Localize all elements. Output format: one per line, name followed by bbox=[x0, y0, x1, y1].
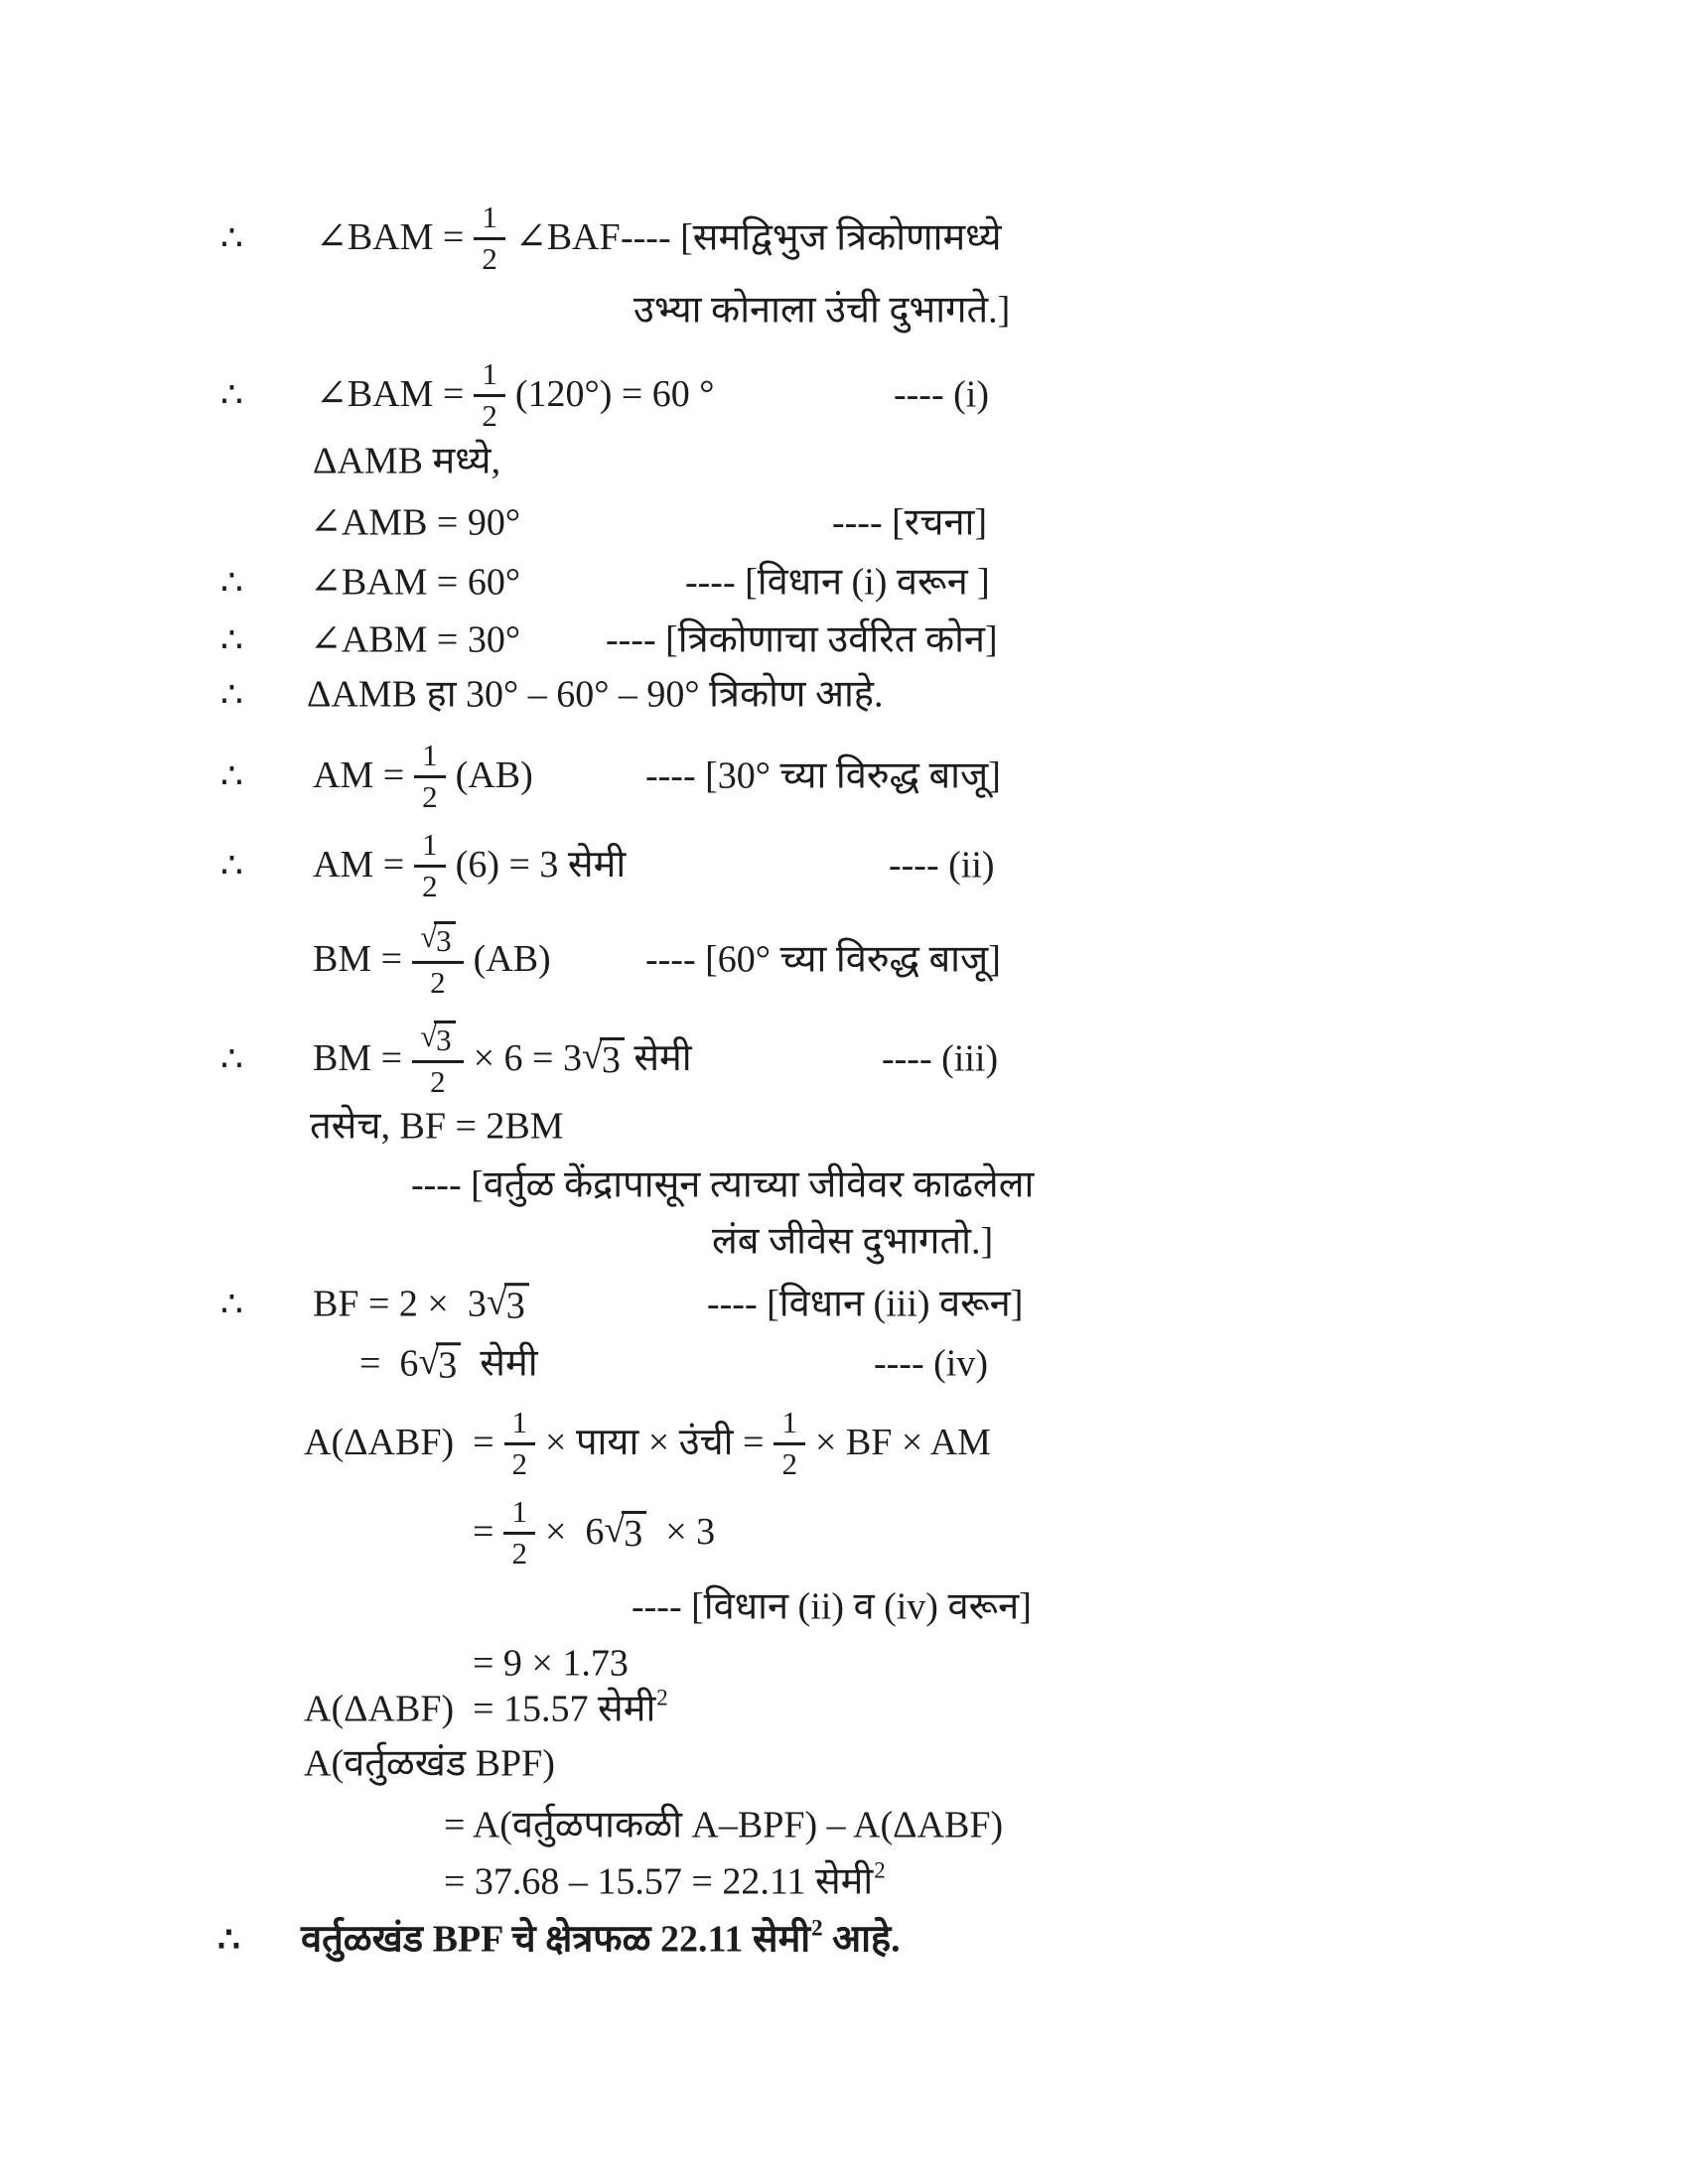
radicand: 3 bbox=[622, 1511, 646, 1555]
radical-sign: √ bbox=[581, 1035, 603, 1078]
fraction-numerator bbox=[412, 918, 464, 964]
annotation bbox=[832, 499, 987, 547]
superscript: 2 bbox=[874, 1857, 886, 1883]
text-run: ---- [रचना] bbox=[832, 501, 988, 544]
expression bbox=[313, 1018, 692, 1099]
expression bbox=[473, 1640, 629, 1688]
annotation bbox=[645, 752, 1001, 800]
text-run: ΔAMB हा 30° – 60° – 90° त्रिकोण आहे. bbox=[307, 673, 884, 716]
therefore-symbol bbox=[220, 618, 243, 663]
text-run: उभ्या कोनाला उंची दुभागते.] bbox=[633, 289, 1011, 332]
fraction bbox=[474, 355, 505, 433]
text-run: ∠BAM = bbox=[316, 216, 465, 259]
conclusion bbox=[301, 1916, 901, 1964]
superscript: 2 bbox=[811, 1915, 823, 1941]
expression bbox=[310, 616, 520, 664]
text-run: ∴ bbox=[220, 1284, 243, 1324]
fraction bbox=[414, 737, 446, 814]
fraction-denominator: 2 bbox=[781, 1445, 797, 1481]
sqrt-expression bbox=[604, 1511, 646, 1555]
therefore-symbol bbox=[220, 754, 243, 799]
text-run: सेमी bbox=[624, 1037, 692, 1080]
fraction-numerator: 1 bbox=[414, 740, 446, 778]
fraction-denominator: 2 bbox=[482, 240, 497, 276]
text-run: (120°) = 60 ° bbox=[514, 373, 715, 416]
therefore-symbol bbox=[220, 1037, 243, 1082]
text-run: ∴ bbox=[220, 374, 243, 415]
text-run: × 6 = 3 bbox=[473, 1037, 582, 1080]
expression bbox=[444, 1858, 886, 1906]
text-run: BF = 2 × 3 bbox=[313, 1283, 487, 1325]
text-run: = bbox=[473, 1511, 494, 1554]
annotation bbox=[894, 371, 989, 419]
radical-sign: √ bbox=[420, 918, 438, 954]
text-run: ∠ABM = 30° bbox=[310, 618, 521, 661]
expression bbox=[304, 1740, 555, 1788]
text-run: ---- [30° च्या विरुद्ध बाजू] bbox=[645, 754, 1001, 797]
sqrt-expression bbox=[420, 1018, 456, 1057]
annotation bbox=[411, 1161, 1034, 1209]
text-run: BM = bbox=[313, 938, 403, 981]
therefore-symbol bbox=[220, 561, 243, 606]
fraction bbox=[504, 1404, 536, 1481]
expression bbox=[310, 559, 520, 607]
text-run: ---- [विधान (iii) वरून] bbox=[707, 1283, 1024, 1325]
annotation bbox=[889, 842, 995, 889]
text-run: ∴ bbox=[220, 755, 243, 796]
text-run: ∴ bbox=[220, 674, 243, 715]
expression bbox=[310, 499, 520, 547]
expression bbox=[304, 1686, 668, 1733]
text-run: ∠BAM = 60° bbox=[310, 561, 521, 604]
text-run: तसेच, BF = 2BM bbox=[310, 1105, 564, 1148]
text-run: × 3 bbox=[646, 1511, 716, 1554]
text-run: ∴ bbox=[217, 1919, 240, 1960]
fraction-numerator bbox=[412, 1018, 464, 1063]
text-run: ---- (i) bbox=[894, 373, 989, 416]
text-run: A(वर्तुळखंड BPF) bbox=[304, 1742, 555, 1785]
text-run: = 6 bbox=[359, 1342, 419, 1385]
text-run: = A(वर्तुळपाकळी A–BPF) – A(ΔABF) bbox=[444, 1804, 1004, 1846]
text-run: लंब जीवेस दुभागतो.] bbox=[712, 1220, 994, 1263]
annotation bbox=[882, 1035, 998, 1083]
text-run: BM = bbox=[313, 1037, 403, 1080]
text-run: वर्तुळखंड BPF चे क्षेत्रफळ 22.11 सेमी bbox=[301, 1918, 811, 1961]
expression bbox=[313, 918, 551, 1000]
text-run: ∴ bbox=[220, 1038, 243, 1079]
text-run: ∴ bbox=[220, 619, 243, 660]
text-run: AM = bbox=[313, 844, 405, 887]
fraction-numerator: 1 bbox=[774, 1407, 805, 1445]
text-run: ∴ bbox=[220, 217, 243, 258]
fraction-denominator: 2 bbox=[422, 778, 438, 814]
radicand: 3 bbox=[434, 1021, 456, 1057]
text-run: ∴ bbox=[220, 562, 243, 603]
text-run: A(ΔABF) = 15.57 सेमी bbox=[304, 1688, 656, 1730]
fraction-numerator: 1 bbox=[474, 202, 505, 240]
annotation bbox=[712, 1218, 993, 1266]
fraction-numerator: 1 bbox=[503, 1496, 535, 1535]
radical-sign: √ bbox=[418, 1340, 440, 1383]
text-run: = 9 × 1.73 bbox=[473, 1642, 629, 1685]
fraction-denominator: 2 bbox=[430, 1063, 446, 1099]
text-run: A(ΔABF) = bbox=[304, 1422, 494, 1464]
annotation bbox=[645, 936, 1001, 984]
sqrt-expression bbox=[420, 918, 456, 958]
text-run: (AB) bbox=[455, 754, 533, 797]
annotation bbox=[874, 1340, 988, 1388]
annotation bbox=[632, 1583, 1032, 1631]
annotation bbox=[633, 287, 1010, 335]
superscript: 2 bbox=[656, 1685, 668, 1710]
expression bbox=[444, 1802, 1003, 1849]
text-run: आहे. bbox=[822, 1918, 901, 1961]
expression bbox=[310, 1103, 564, 1151]
therefore-symbol bbox=[220, 844, 243, 888]
text-run: सेमी bbox=[461, 1342, 538, 1385]
expression bbox=[304, 1404, 991, 1481]
radicand: 3 bbox=[600, 1037, 625, 1081]
text-run: ---- [त्रिकोणाचा उर्वरित कोन] bbox=[606, 618, 998, 661]
fraction-denominator: 2 bbox=[482, 397, 497, 433]
fraction bbox=[414, 826, 446, 903]
fraction bbox=[412, 918, 464, 1000]
therefore-symbol bbox=[220, 1283, 243, 1327]
therefore-symbol bbox=[217, 1918, 240, 1963]
fraction-denominator: 2 bbox=[422, 868, 438, 903]
expression bbox=[313, 438, 500, 485]
text-run: ---- [समद्विभुज त्रिकोणामध्ये bbox=[621, 216, 1002, 259]
fraction bbox=[503, 1493, 535, 1570]
fraction-numerator: 1 bbox=[504, 1407, 536, 1445]
text-run: = 37.68 – 15.57 = 22.11 सेमी bbox=[444, 1860, 874, 1903]
sqrt-expression bbox=[487, 1283, 529, 1326]
annotation bbox=[606, 616, 998, 664]
fraction-numerator: 1 bbox=[474, 358, 505, 397]
expression bbox=[473, 1493, 716, 1570]
text-run: ---- (iv) bbox=[874, 1342, 988, 1385]
text-run: ---- [वर्तुळ केंद्रापासून त्याच्या जीवेवर काढलेला bbox=[411, 1163, 1035, 1206]
text-run: ∠BAM = bbox=[316, 373, 465, 416]
text-run: (6) = 3 सेमी bbox=[455, 844, 627, 887]
sqrt-expression bbox=[582, 1037, 625, 1081]
text-run: AM = bbox=[313, 754, 405, 797]
radical-sign: √ bbox=[486, 1281, 507, 1323]
text-run: × BF × AM bbox=[814, 1422, 991, 1464]
annotation bbox=[707, 1281, 1023, 1328]
text-run: ∠BAF bbox=[514, 216, 621, 259]
therefore-symbol bbox=[220, 373, 243, 418]
text-run: ---- [विधान (i) वरून ] bbox=[685, 561, 990, 604]
expression bbox=[307, 671, 883, 719]
annotation bbox=[621, 214, 1002, 262]
expression bbox=[313, 826, 627, 903]
radical-sign: √ bbox=[604, 1509, 626, 1552]
radicand: 3 bbox=[504, 1283, 529, 1326]
fraction-denominator: 2 bbox=[511, 1445, 528, 1481]
text-run: × पाया × उंची = bbox=[545, 1422, 765, 1464]
text-run: ΔAMB मध्ये, bbox=[313, 440, 501, 482]
text-run: ∴ bbox=[220, 845, 243, 886]
text-run: ---- (ii) bbox=[889, 844, 995, 887]
therefore-symbol bbox=[220, 216, 243, 261]
text-run: ---- [60° च्या विरुद्ध बाजू] bbox=[645, 938, 1001, 981]
fraction bbox=[774, 1404, 805, 1481]
expression bbox=[313, 737, 533, 814]
radical-sign: √ bbox=[420, 1018, 438, 1053]
expression bbox=[313, 1281, 529, 1328]
expression bbox=[316, 199, 621, 276]
text-run: ---- [विधान (ii) व (iv) वरून] bbox=[632, 1585, 1032, 1628]
fraction-numerator: 1 bbox=[414, 829, 446, 868]
annotation bbox=[685, 559, 990, 607]
expression bbox=[316, 355, 715, 433]
therefore-symbol bbox=[220, 673, 243, 718]
fraction bbox=[474, 199, 505, 276]
radicand: 3 bbox=[436, 1342, 461, 1386]
text-run: × 6 bbox=[544, 1511, 605, 1554]
sqrt-expression bbox=[418, 1342, 461, 1386]
text-run: ---- (iii) bbox=[882, 1037, 999, 1080]
fraction-denominator: 2 bbox=[430, 964, 446, 1000]
text-run: ∠AMB = 90° bbox=[310, 501, 521, 544]
fraction-denominator: 2 bbox=[511, 1535, 527, 1570]
radicand: 3 bbox=[434, 921, 456, 958]
expression bbox=[359, 1340, 538, 1388]
text-run: (AB) bbox=[473, 938, 551, 981]
fraction bbox=[412, 1018, 464, 1099]
